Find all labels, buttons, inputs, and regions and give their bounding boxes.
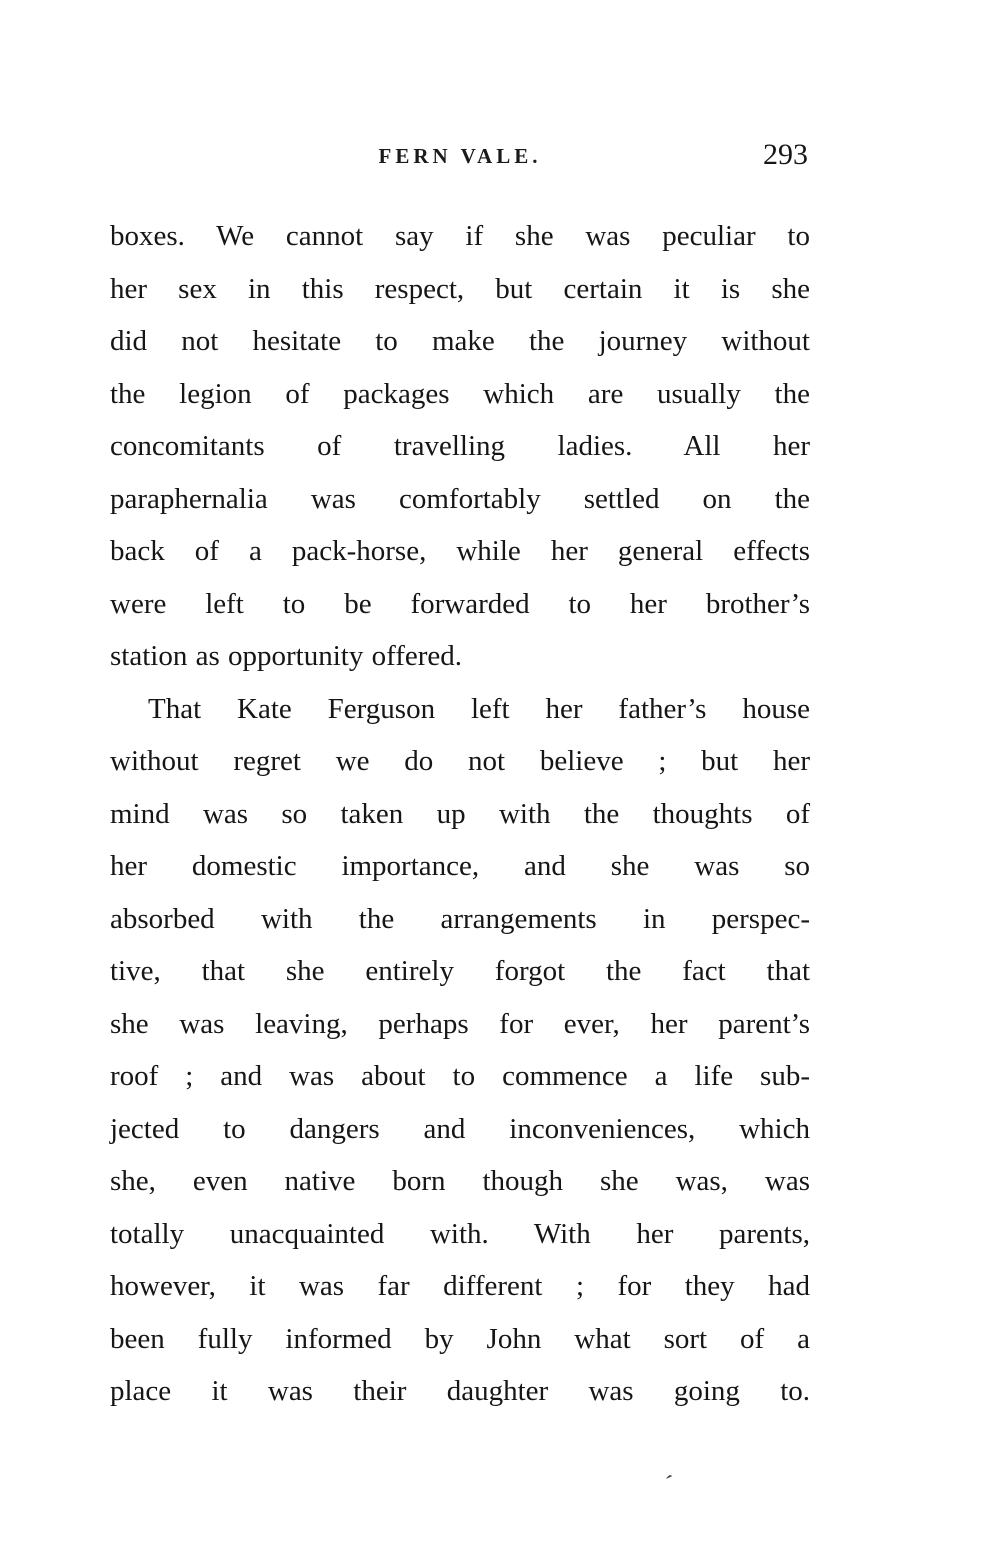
text-block [110, 210, 810, 1418]
text-line: roof ; and was about to commence a life sub- [110, 1060, 810, 1092]
page-number: 293 [763, 138, 808, 171]
scan-artifact-mark: ´ [660, 1469, 675, 1500]
text-line: boxes. We cannot say if she was peculiar to [110, 220, 810, 252]
text-line: did not hesitate to make the journey without [110, 325, 810, 357]
text-line: paraphernalia was comfortably settled on the [110, 482, 810, 515]
text-line: concomitants of travelling ladies. All her [110, 430, 810, 462]
text-line: the legion of packages which are usually the [110, 377, 810, 410]
text-line: absorbed with the arrangements in perspec- [110, 902, 810, 935]
text-line: without regret we do not believe ; but her [110, 745, 810, 777]
text-line: mind was so taken up with the thoughts of [110, 797, 810, 830]
text-line: she, even native born though she was, was [110, 1165, 810, 1197]
text-line: been fully informed by John what sort of a [110, 1322, 810, 1355]
text-line: jected to dangers and inconveniences, which [110, 1112, 810, 1145]
text-line: back of a pack-horse, while her general effects [110, 535, 810, 567]
text-line: place it was their daughter was going to. [110, 1375, 810, 1407]
text-line: her domestic importance, and she was so [110, 850, 810, 882]
text-line: That Kate Ferguson left her father’s house [148, 692, 810, 725]
text-line: station as opportunity offered. [110, 640, 463, 672]
page-header [110, 138, 810, 174]
paragraph [110, 683, 810, 1418]
text-line: her sex in this respect, but certain it is she [110, 272, 810, 305]
text-line: she was leaving, perhaps for ever, her parent’s [110, 1007, 810, 1040]
text-line: totally unacquainted with. With her parents, [110, 1217, 810, 1250]
text-line: however, it was far different ; for they had [110, 1270, 810, 1302]
running-title: FERN VALE. [378, 144, 542, 168]
paragraph [110, 210, 810, 683]
text-line: tive, that she entirely forgot the fact that [110, 955, 810, 987]
text-line: were left to be forwarded to her brother’s [110, 587, 810, 620]
